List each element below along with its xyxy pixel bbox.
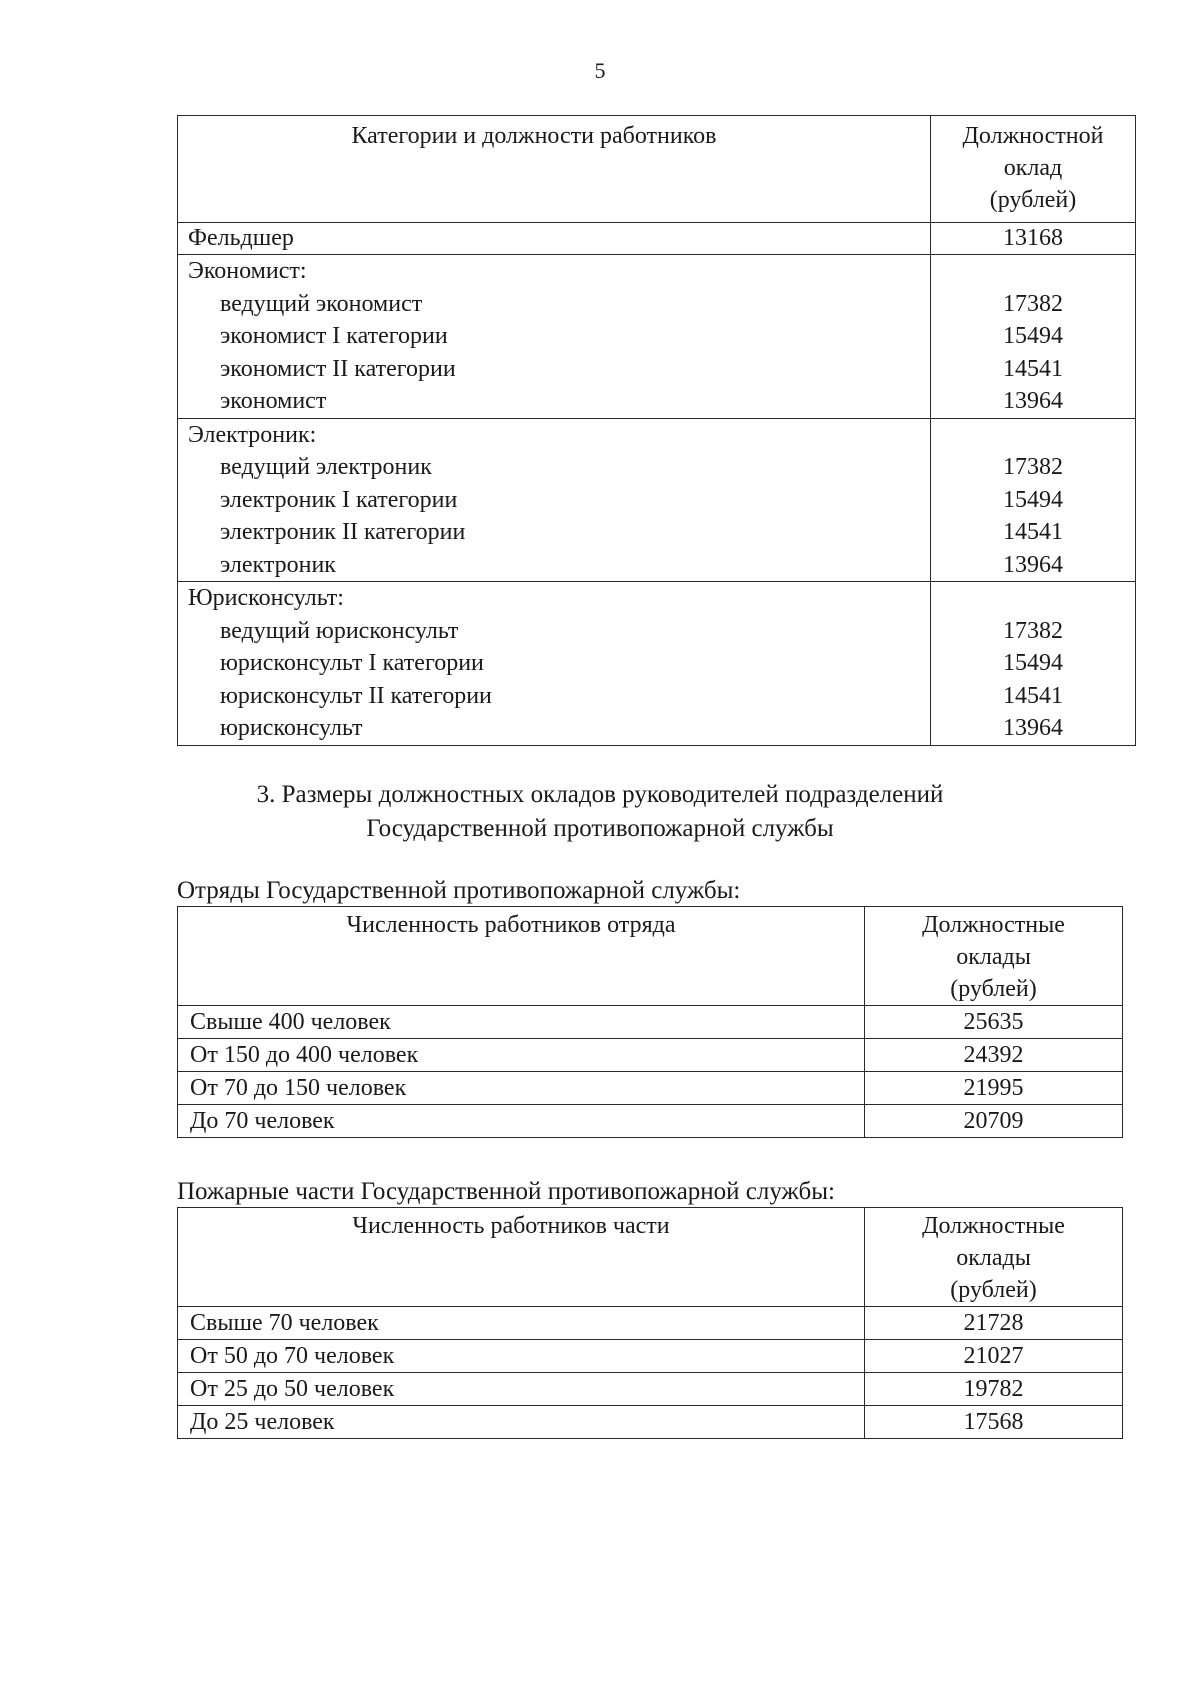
header-salary-line: (рублей)	[989, 187, 1077, 213]
header-salary-line: оклады	[956, 1245, 1031, 1271]
table-row-group	[178, 582, 1136, 746]
salary-value: 17382	[1003, 290, 1063, 317]
position-name: ведущий электроник	[220, 454, 432, 480]
position-group	[178, 582, 931, 746]
staff-count: До 25 человек	[178, 1406, 865, 1439]
header-count: Численность работников отряда	[178, 907, 865, 1006]
position-name: экономист I категории	[220, 323, 448, 349]
salary-value: 21027	[865, 1340, 1123, 1373]
header-salary-line: (рублей)	[950, 1277, 1037, 1303]
table-caption-detachments: Отряды Государственной противопожарной службы:	[177, 877, 741, 904]
header-salary-line: оклад	[1003, 155, 1063, 181]
salary-value: 13964	[1003, 715, 1063, 741]
table-row-group	[178, 418, 1136, 582]
salary-value: 19782	[865, 1373, 1123, 1406]
salary-value: 15494	[1003, 323, 1063, 349]
header-salary-line: (рублей)	[950, 976, 1037, 1002]
staff-salary-table	[177, 115, 1136, 746]
staff-count: От 150 до 400 человек	[178, 1039, 865, 1072]
staff-count: Свыше 70 человек	[178, 1307, 865, 1340]
table-row-group	[178, 255, 1136, 419]
table-header-row	[178, 1208, 1123, 1307]
header-salary-line: Должностные	[922, 1213, 1065, 1239]
header-salary	[865, 907, 1123, 1006]
salary-value: 15494	[1003, 486, 1063, 513]
salary-group	[931, 418, 1136, 582]
position-name: экономист II категории	[220, 355, 456, 382]
table-row	[178, 1006, 1123, 1039]
header-salary-line: Должностной	[962, 123, 1104, 149]
table-row	[178, 1039, 1123, 1072]
group-title: Экономист:	[188, 258, 307, 284]
position-name: ведущий юрисконсульт	[220, 617, 459, 644]
position-name: электроник I категории	[220, 486, 458, 513]
salary-value: 13168	[931, 223, 1136, 255]
table-row	[178, 1406, 1123, 1439]
header-count: Численность работников части	[178, 1208, 865, 1307]
position-group	[178, 255, 931, 419]
table-row	[178, 223, 1136, 255]
salary-value: 17568	[865, 1406, 1123, 1439]
header-category: Категории и должности работников	[178, 116, 931, 223]
page-number: 5	[594, 58, 606, 83]
table-header-row	[178, 116, 1136, 223]
salary-value: 21728	[865, 1307, 1123, 1340]
position-name: ведущий экономист	[220, 290, 423, 317]
table-row	[178, 1307, 1123, 1340]
position-name: электроник II категории	[220, 519, 466, 545]
section-heading-line: 3. Размеры должностных окладов руководителей подразделений	[256, 781, 944, 808]
staff-count: Свыше 400 человек	[178, 1006, 865, 1039]
position-name: юрисконсульт	[220, 715, 363, 741]
header-salary-line: оклады	[956, 944, 1031, 970]
section-heading	[0, 778, 1200, 846]
position-name: Фельдшер	[178, 223, 931, 255]
header-salary-line: Должностные	[922, 912, 1065, 938]
salary-value: 13964	[1003, 388, 1063, 414]
table-row	[178, 1105, 1123, 1138]
salary-value: 14541	[1003, 355, 1063, 382]
salary-value: 13964	[1003, 551, 1063, 578]
position-group	[178, 418, 931, 582]
position-name: юрисконсульт I категории	[220, 650, 484, 676]
position-name: юрисконсульт II категории	[220, 682, 492, 709]
staff-count: От 70 до 150 человек	[178, 1072, 865, 1105]
table-row	[178, 1373, 1123, 1406]
salary-value: 14541	[1003, 682, 1063, 709]
group-title: Электроник:	[188, 421, 317, 448]
salary-value: 14541	[1003, 519, 1063, 545]
header-salary	[865, 1208, 1123, 1307]
salary-value: 25635	[865, 1006, 1123, 1039]
salary-value: 17382	[1003, 454, 1063, 480]
staff-count: От 50 до 70 человек	[178, 1340, 865, 1373]
salary-value: 17382	[1003, 617, 1063, 644]
header-salary	[931, 116, 1136, 223]
salary-value: 24392	[865, 1039, 1123, 1072]
fire-stations-salary-table	[177, 1207, 1123, 1439]
section-heading-line: Государственной противопожарной службы	[366, 815, 834, 842]
position-name: экономист	[220, 388, 327, 414]
salary-value: 21995	[865, 1072, 1123, 1105]
detachments-salary-table	[177, 906, 1123, 1138]
staff-count: До 70 человек	[178, 1105, 865, 1138]
table-caption-fire-stations: Пожарные части Государственной противопожарной службы:	[177, 1178, 835, 1205]
salary-value: 15494	[1003, 650, 1063, 676]
salary-group	[931, 255, 1136, 419]
table-header-row	[178, 907, 1123, 1006]
position-name: электроник	[220, 551, 336, 578]
group-title: Юрисконсульт:	[188, 585, 344, 611]
table-row	[178, 1072, 1123, 1105]
salary-group	[931, 582, 1136, 746]
salary-value: 20709	[865, 1105, 1123, 1138]
table-row	[178, 1340, 1123, 1373]
staff-count: От 25 до 50 человек	[178, 1373, 865, 1406]
